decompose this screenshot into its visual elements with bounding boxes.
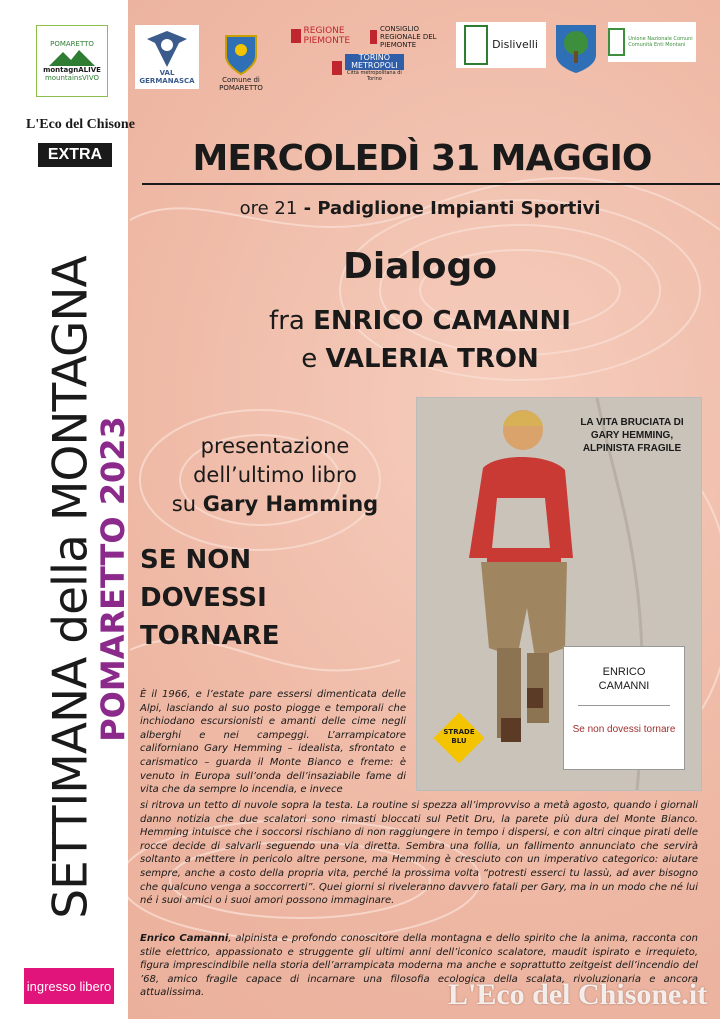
consiglio-regionale-logo: CONSIGLIO REGIONALE DEL PIEMONTE <box>370 22 448 52</box>
description-paragraph-1a: È il 1966, e l’estate pare essersi dimenticata delle Alpi, lasciando al suo posto piogge e temporali che inchiodano escursionisti e amanti delle cime negli alberghi e nei campeggi. L’arrampicatore californiano Gary Hemming – idealista, sfrontato e carismatico – guarda il Monte Bianco e freme: è venuto in Europa sull’onda dell’insaziabile fame di vita che da sempre lo incendia, e invece <box>140 689 406 796</box>
dialogo-heading: Dialogo <box>342 246 498 287</box>
cai-eagle-icon <box>145 29 189 69</box>
presentation-text: presentazione dell’ultimo libro su Gary Hamming <box>171 434 379 516</box>
eco-del-chisone-logo: L'Eco del Chisone <box>26 117 135 132</box>
vertical-title <box>18 240 132 940</box>
book-title: SE NON DOVESSI TORNARE <box>140 545 280 651</box>
flag-icon <box>332 61 342 75</box>
speaker-line-1: fra ENRICO CAMANNI <box>269 306 571 336</box>
extra-badge: EXTRA <box>38 143 112 167</box>
event-date: MERCOLEDÌ 31 MAGGIO <box>192 138 652 179</box>
settimana-title: SETTIMANA della MONTAGNA <box>43 256 99 919</box>
tree-shield-logo <box>553 22 599 76</box>
book-author: ENRICO CAMANNI <box>598 666 650 692</box>
mountain-icon <box>49 48 95 66</box>
event-venue: ore 21 - Padiglione Impianti Sportivi <box>239 198 601 219</box>
dislivelli-icon <box>464 25 488 65</box>
cai-val-germanasca-logo: VAL GERMANASCA <box>135 25 199 89</box>
book-tagline: LA VITA BRUCIATA DI GARY HEMMING, ALPINISTA FRAGILE <box>580 417 684 454</box>
strade-blu-label: STRADE BLU <box>443 728 475 745</box>
author-bio-paragraph: Enrico Camanni, alpinista e profondo conoscitore della montagna e dello spirito che la anima, racconta con stile elettrico, appassionato e struggente gli ultimi anni dell’iconico scalatore, maudit ispirato e irrequieto, figura imprescindibile nella storia dell’arrampicata moderna ma anche e soprattutto zeitgeist dell’incendio del ’68, amico fragile capace di incarnare una filosofia ecologica della scalata, rivoluzionaria e ancora attualissima. <box>140 933 698 999</box>
title-divider <box>142 183 720 185</box>
pomaretto-montagnalive-logo: POMARETTO montagnALIVE mountainsVIVO <box>36 25 108 97</box>
description-paragraph-1b: si ritrova un tetto di nuvole sopra la testa. La routine si spezza all’improvviso a metà agosto, quando i giornali danno notizia che due scalatori sono rimasti bloccati sul Petit Dru, la parete più dura del Monte Bianco. Hemming intuisce che i soccorsi rischiano di non raggiungere in tempo i dispersi, e con altri cinque pirati delle rocce decide di salvarli seguendo una via diretta. Sembra una follia, un fallimento annunciato che servirà soltanto a mettere in pericolo altre persone, ma Hemming è cresciuto con un imperativo categorico: aiutare sempre, anche a costo della propria vita, perché la prossima volta “potresti esserci tu lassù, ad aver bisogno che qualcuno venga a soccorrerti”. Quei giorni si riveleranno davvero fatali per Gary, ma in un modo che né lui né i suoi amici o i suoi amori possono immaginare. <box>140 800 698 907</box>
comune-pomaretto-logo: Comune di POMARETTO <box>213 22 269 100</box>
ingresso-libero-badge: ingresso libero <box>24 968 114 1004</box>
uncem-logo: Unione Nazionale Comuni Comunità Enti Montani <box>608 22 696 62</box>
tree-icon <box>554 23 598 75</box>
coat-of-arms-icon <box>218 30 264 76</box>
flag-icon <box>291 29 301 43</box>
book-cover-title: Se non dovessi tornare <box>572 724 676 735</box>
card-divider <box>578 705 670 706</box>
flag-icon <box>370 30 377 44</box>
eco-chisone-watermark: L'Eco del Chisone.it <box>448 978 708 1011</box>
regione-piemonte-logo: REGIONE PIEMONTE <box>291 24 365 48</box>
book-cover <box>416 397 702 791</box>
pomaretto-year: POMARETTO 2023 <box>94 416 132 742</box>
speaker-line-2: e VALERIA TRON <box>301 344 539 374</box>
dislivelli-logo: Dislivelli <box>456 22 546 68</box>
book-title-card <box>563 646 685 770</box>
torino-metropoli-logo <box>332 54 404 82</box>
torino-text: TORINO METROPOLI Città metropolitana di Torino <box>345 54 404 82</box>
uncem-icon <box>608 28 625 56</box>
